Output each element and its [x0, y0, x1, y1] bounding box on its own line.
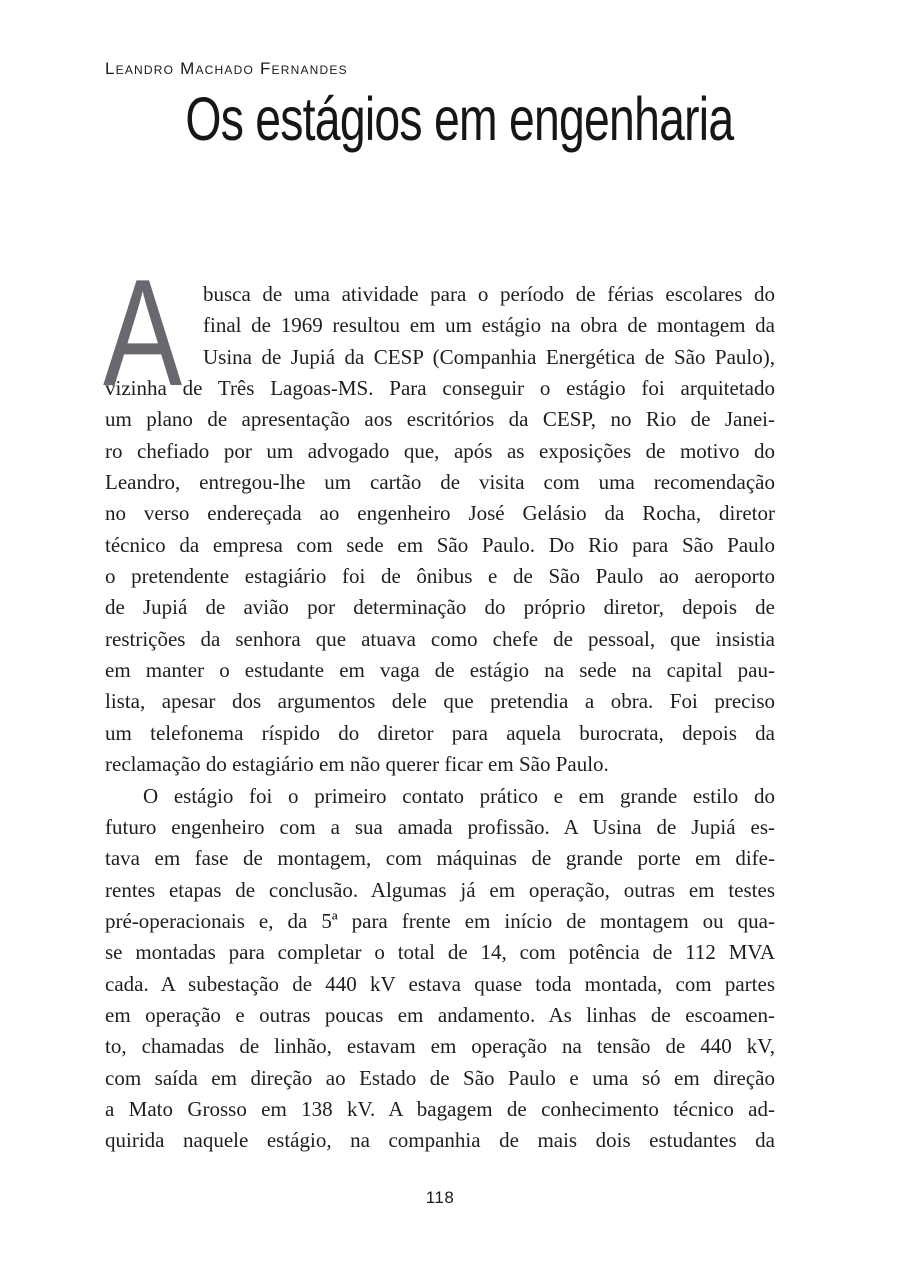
text-line: cada. A subestação de 440 kV estava quase toda montada, com partes: [105, 971, 775, 996]
text-line: no verso endereçada ao engenheiro José Gelásio da Rocha, diretor: [105, 501, 775, 526]
text-line: reclamação do estagiário em não querer ficar em São Paulo.: [105, 752, 609, 777]
text-line: restrições da senhora que atuava como chefe de pessoal, que insistia: [105, 626, 775, 651]
text-line: O estágio foi o primeiro contato prático e em grande estilo do: [143, 783, 775, 808]
text-line: pré-operacionais e, da 5ª para frente em início de montagem ou qua-: [105, 908, 775, 933]
text-line: de Jupiá de avião por determinação do próprio diretor, depois de: [105, 595, 775, 620]
text-line: com saída em direção ao Estado de São Paulo e uma só em direção: [105, 1065, 775, 1090]
text-line: quirida naquele estágio, na companhia de mais dois estudantes da: [105, 1128, 775, 1153]
paragraph-2: [105, 781, 775, 1157]
page-number: 118: [425, 1188, 455, 1207]
text-line: ro chefiado por um advogado que, após as exposições de motivo do: [105, 438, 775, 463]
text-line: Usina de Jupiá da CESP (Companhia Energética de São Paulo),: [203, 344, 775, 369]
text-line: técnico da empresa com sede em São Paulo. Do Rio para São Paulo: [105, 532, 775, 557]
paragraph-1: [103, 248, 775, 781]
text-line: vizinha de Três Lagoas-MS. Para conseguir o estágio foi arquitetado: [105, 376, 775, 401]
text-line: tava em fase de montagem, com máquinas de grande porte em dife-: [105, 846, 775, 871]
text-line: em operação e outras poucas em andamento. As linhas de escoamen-: [105, 1002, 775, 1027]
page-title: Os estágios em engenharia: [185, 85, 734, 153]
text-line: se montadas para completar o total de 14, com potência de 112 MVA: [105, 940, 775, 965]
text-line: a Mato Grosso em 138 kV. A bagagem de conhecimento técnico ad-: [105, 1096, 775, 1121]
body-text: [103, 248, 775, 1157]
running-head: Leandro Machado Fernandes: [105, 59, 348, 78]
text-line: lista, apesar dos argumentos dele que pretendia a obra. Foi preciso: [105, 689, 775, 714]
text-line: busca de uma atividade para o período de férias escolares do: [203, 282, 775, 306]
text-line: to, chamadas de linhão, estavam em operação na tensão de 440 kV,: [105, 1034, 775, 1059]
text-line: rentes etapas de conclusão. Algumas já em operação, outras em testes: [105, 877, 775, 902]
text-line: Leandro, entregou-lhe um cartão de visita com uma recomendação: [105, 470, 775, 495]
text-line: um plano de apresentação aos escritórios da CESP, no Rio de Janei-: [105, 407, 775, 432]
text-line: o pretendente estagiário foi de ônibus e de São Paulo ao aeroporto: [105, 564, 775, 589]
text-line: em manter o estudante em vaga de estágio na sede na capital pau-: [105, 658, 775, 683]
text-line: final de 1969 resultou em um estágio na obra de montagem da: [203, 313, 775, 338]
text-line: futuro engenheiro com a sua amada profissão. A Usina de Jupiá es-: [105, 814, 775, 839]
drop-cap: A: [103, 248, 183, 418]
text-line: um telefonema ríspido do diretor para aquela burocrata, depois da: [105, 720, 775, 745]
